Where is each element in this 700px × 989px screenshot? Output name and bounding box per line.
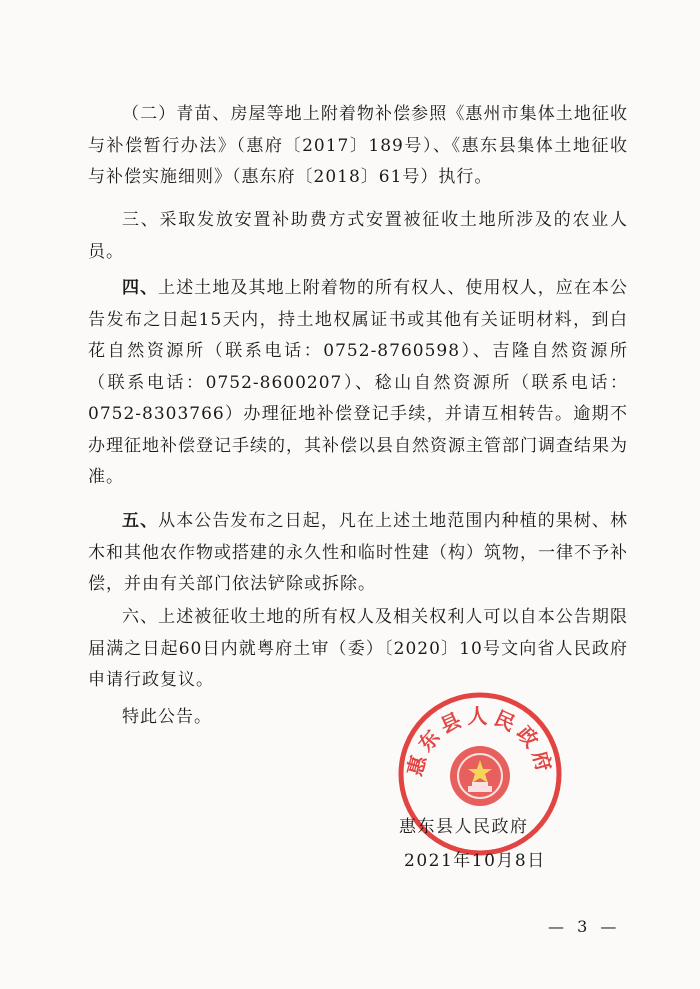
paragraph-section-three	[88, 205, 628, 268]
page-number: — 3 —	[548, 917, 621, 936]
paragraph-text: 上述土地及其地上附着物的所有权人、使用权人，应在本公告发布之日起15天内，持土地权属证书或其他有关证明材料，到白花自然资源所（联系电话：0752-8760598）、吉隆自然资源所（联系电话：0752-8600207）、稔山自然资源所（联系电话：0752-8303766）办理征地补偿登记手续，并请互相转告。逾期不办理征地补偿登记手续的，其补偿以县自然资源主管部门调查结果为准。	[88, 278, 629, 487]
paragraph-attachments-compensation	[88, 99, 628, 194]
seal-text: 惠东县人民政府	[402, 703, 558, 779]
issuer-signature: 惠东县人民政府	[399, 817, 529, 837]
paragraph-section-six	[88, 602, 628, 697]
national-emblem-icon	[450, 746, 510, 806]
paragraph-text: 从本公告发布之日起，凡在上述土地范围内种植的果树、林木和其他农作物或搭建的永久性和临时性建（构）筑物，一律不予补偿，并由有关部门依法铲除或拆除。	[88, 511, 629, 594]
paragraph-text: 六、上述被征收土地的所有权人及相关权利人可以自本公告期限届满之日起60日内就粤府土审（委）〔2020〕10号文向省人民政府申请行政复议。	[88, 607, 628, 690]
paragraph-section-five	[88, 506, 628, 601]
paragraph-text: （二）青苗、房屋等地上附着物补偿参照《惠州市集体土地征收与补偿暂行办法》（惠府〔2017〕189号）、《惠东县集体土地征收与补偿实施细则》（惠东府〔2018〕61号）执行。	[88, 104, 628, 187]
paragraph-section-four	[88, 273, 628, 494]
paragraph-text: 特此公告。	[122, 707, 212, 727]
section-number: 四、	[122, 278, 159, 298]
section-number: 五、	[122, 511, 159, 531]
issue-date: 2021年10月8日	[404, 851, 546, 871]
paragraph-text: 三、采取发放安置补助费方式安置被征收土地所涉及的农业人员。	[88, 210, 628, 262]
